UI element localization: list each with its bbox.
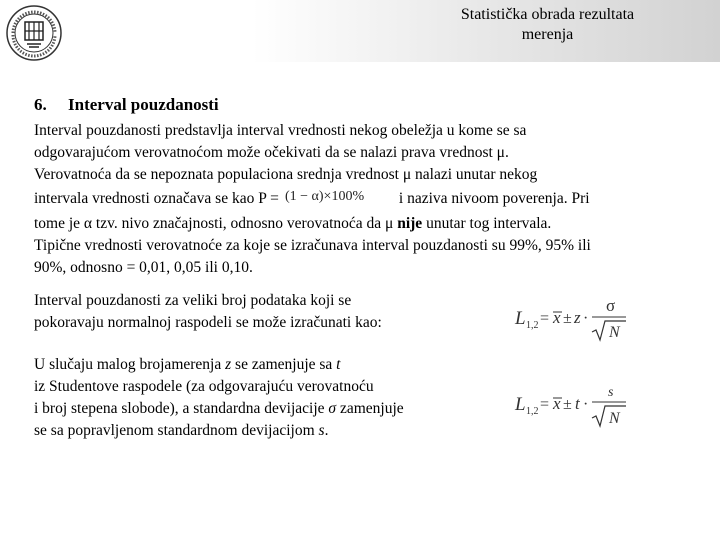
- text-segment: zamenjuje: [339, 400, 404, 417]
- text-segment: se sa popravljenom standardnom devijacijom: [34, 422, 315, 439]
- emphasis-nije: nije: [397, 215, 423, 232]
- small-sample-paragraph: [34, 354, 474, 442]
- text-line: pokoravaju normalnoj raspodeli se može izračunati kao:: [34, 314, 382, 331]
- student-interval-formula: [512, 383, 632, 431]
- formula-factor: t: [575, 394, 580, 413]
- text-segment: se zamenjuje sa: [235, 356, 333, 373]
- text-line: [34, 186, 694, 213]
- formula-lhs: L: [515, 394, 526, 415]
- text-line: Interval pouzdanosti za veliki broj podataka koji se: [34, 292, 352, 309]
- section-heading: [34, 95, 219, 115]
- formula-numerator: s: [608, 385, 614, 400]
- text-line: odgovarajućom verovatnoćom može očekivati da se nalazi prava vrednost μ.: [34, 144, 509, 161]
- formula-lhs: L: [515, 308, 526, 329]
- text-segment: U slučaju malog brojamerenja: [34, 356, 222, 373]
- formula-radicand: N: [609, 410, 620, 427]
- text-line: iz Studentove raspodele (za odgovarajuću verovatnoću: [34, 378, 374, 395]
- formula-mean: x: [553, 308, 561, 327]
- text-line: [34, 398, 474, 420]
- text-line: [34, 354, 474, 376]
- text-segment: .: [324, 422, 329, 439]
- formula-dot: ·: [583, 396, 589, 413]
- formula-equals: =: [540, 396, 550, 413]
- text-segment: intervala vrednosti označava se kao P =: [34, 190, 279, 208]
- text-line: Tipične vrednosti verovatnoće za koje se izračunava interval pouzdanosti su 99%, 95% ili: [34, 237, 591, 254]
- formula-radicand: N: [609, 324, 620, 341]
- var-z: z: [225, 356, 232, 373]
- formula-mean: x: [553, 394, 561, 413]
- header-title: [395, 5, 700, 45]
- text-line: [34, 213, 694, 235]
- text-segment: tome je α tzv. nivo značajnosti, odnosno verovatnoća da μ: [34, 215, 394, 232]
- text-line: [34, 420, 474, 442]
- text-line: Verovatnoća da se nepoznata populaciona srednja vrednost μ nalazi unutar nekog: [34, 166, 538, 183]
- var-s: s: [318, 422, 325, 439]
- formula-subscript: 1,2: [526, 406, 539, 417]
- formula-subscript: 1,2: [526, 320, 539, 331]
- formula-plusminus: ±: [563, 310, 572, 327]
- large-sample-paragraph: [34, 290, 474, 334]
- definition-paragraph: [34, 120, 694, 279]
- text-line: 90%, odnosno = 0,01, 0,05 ili 0,10.: [34, 259, 253, 276]
- formula-plusminus: ±: [563, 396, 572, 413]
- text-segment: unutar tog intervala.: [426, 215, 552, 232]
- formula-equals: =: [540, 310, 550, 327]
- normal-interval-formula: [512, 295, 632, 343]
- section-number: 6.: [34, 95, 47, 114]
- formula-dot: ·: [583, 310, 589, 327]
- var-sigma: σ: [328, 400, 337, 417]
- text-segment: i naziva nivoom poverenja. Pri: [398, 190, 590, 208]
- text-segment: i broj stepena slobode), a standardna devijacije: [34, 400, 325, 417]
- header-title-line1: Statistička obrada rezultata: [460, 6, 635, 23]
- formula-factor: z: [574, 308, 581, 327]
- university-seal-logo: [5, 4, 63, 62]
- text-line: Interval pouzdanosti predstavlja interval vrednosti nekog obeležja u kome se sa: [34, 122, 527, 139]
- confidence-level-formula-text: (1 − α)×100%: [284, 189, 365, 204]
- confidence-level-formula: [283, 185, 395, 212]
- section-title: Interval pouzdanosti: [68, 95, 219, 114]
- formula-numerator: σ: [606, 296, 616, 315]
- header-title-line2: merenja: [521, 26, 574, 43]
- var-t: t: [336, 356, 341, 373]
